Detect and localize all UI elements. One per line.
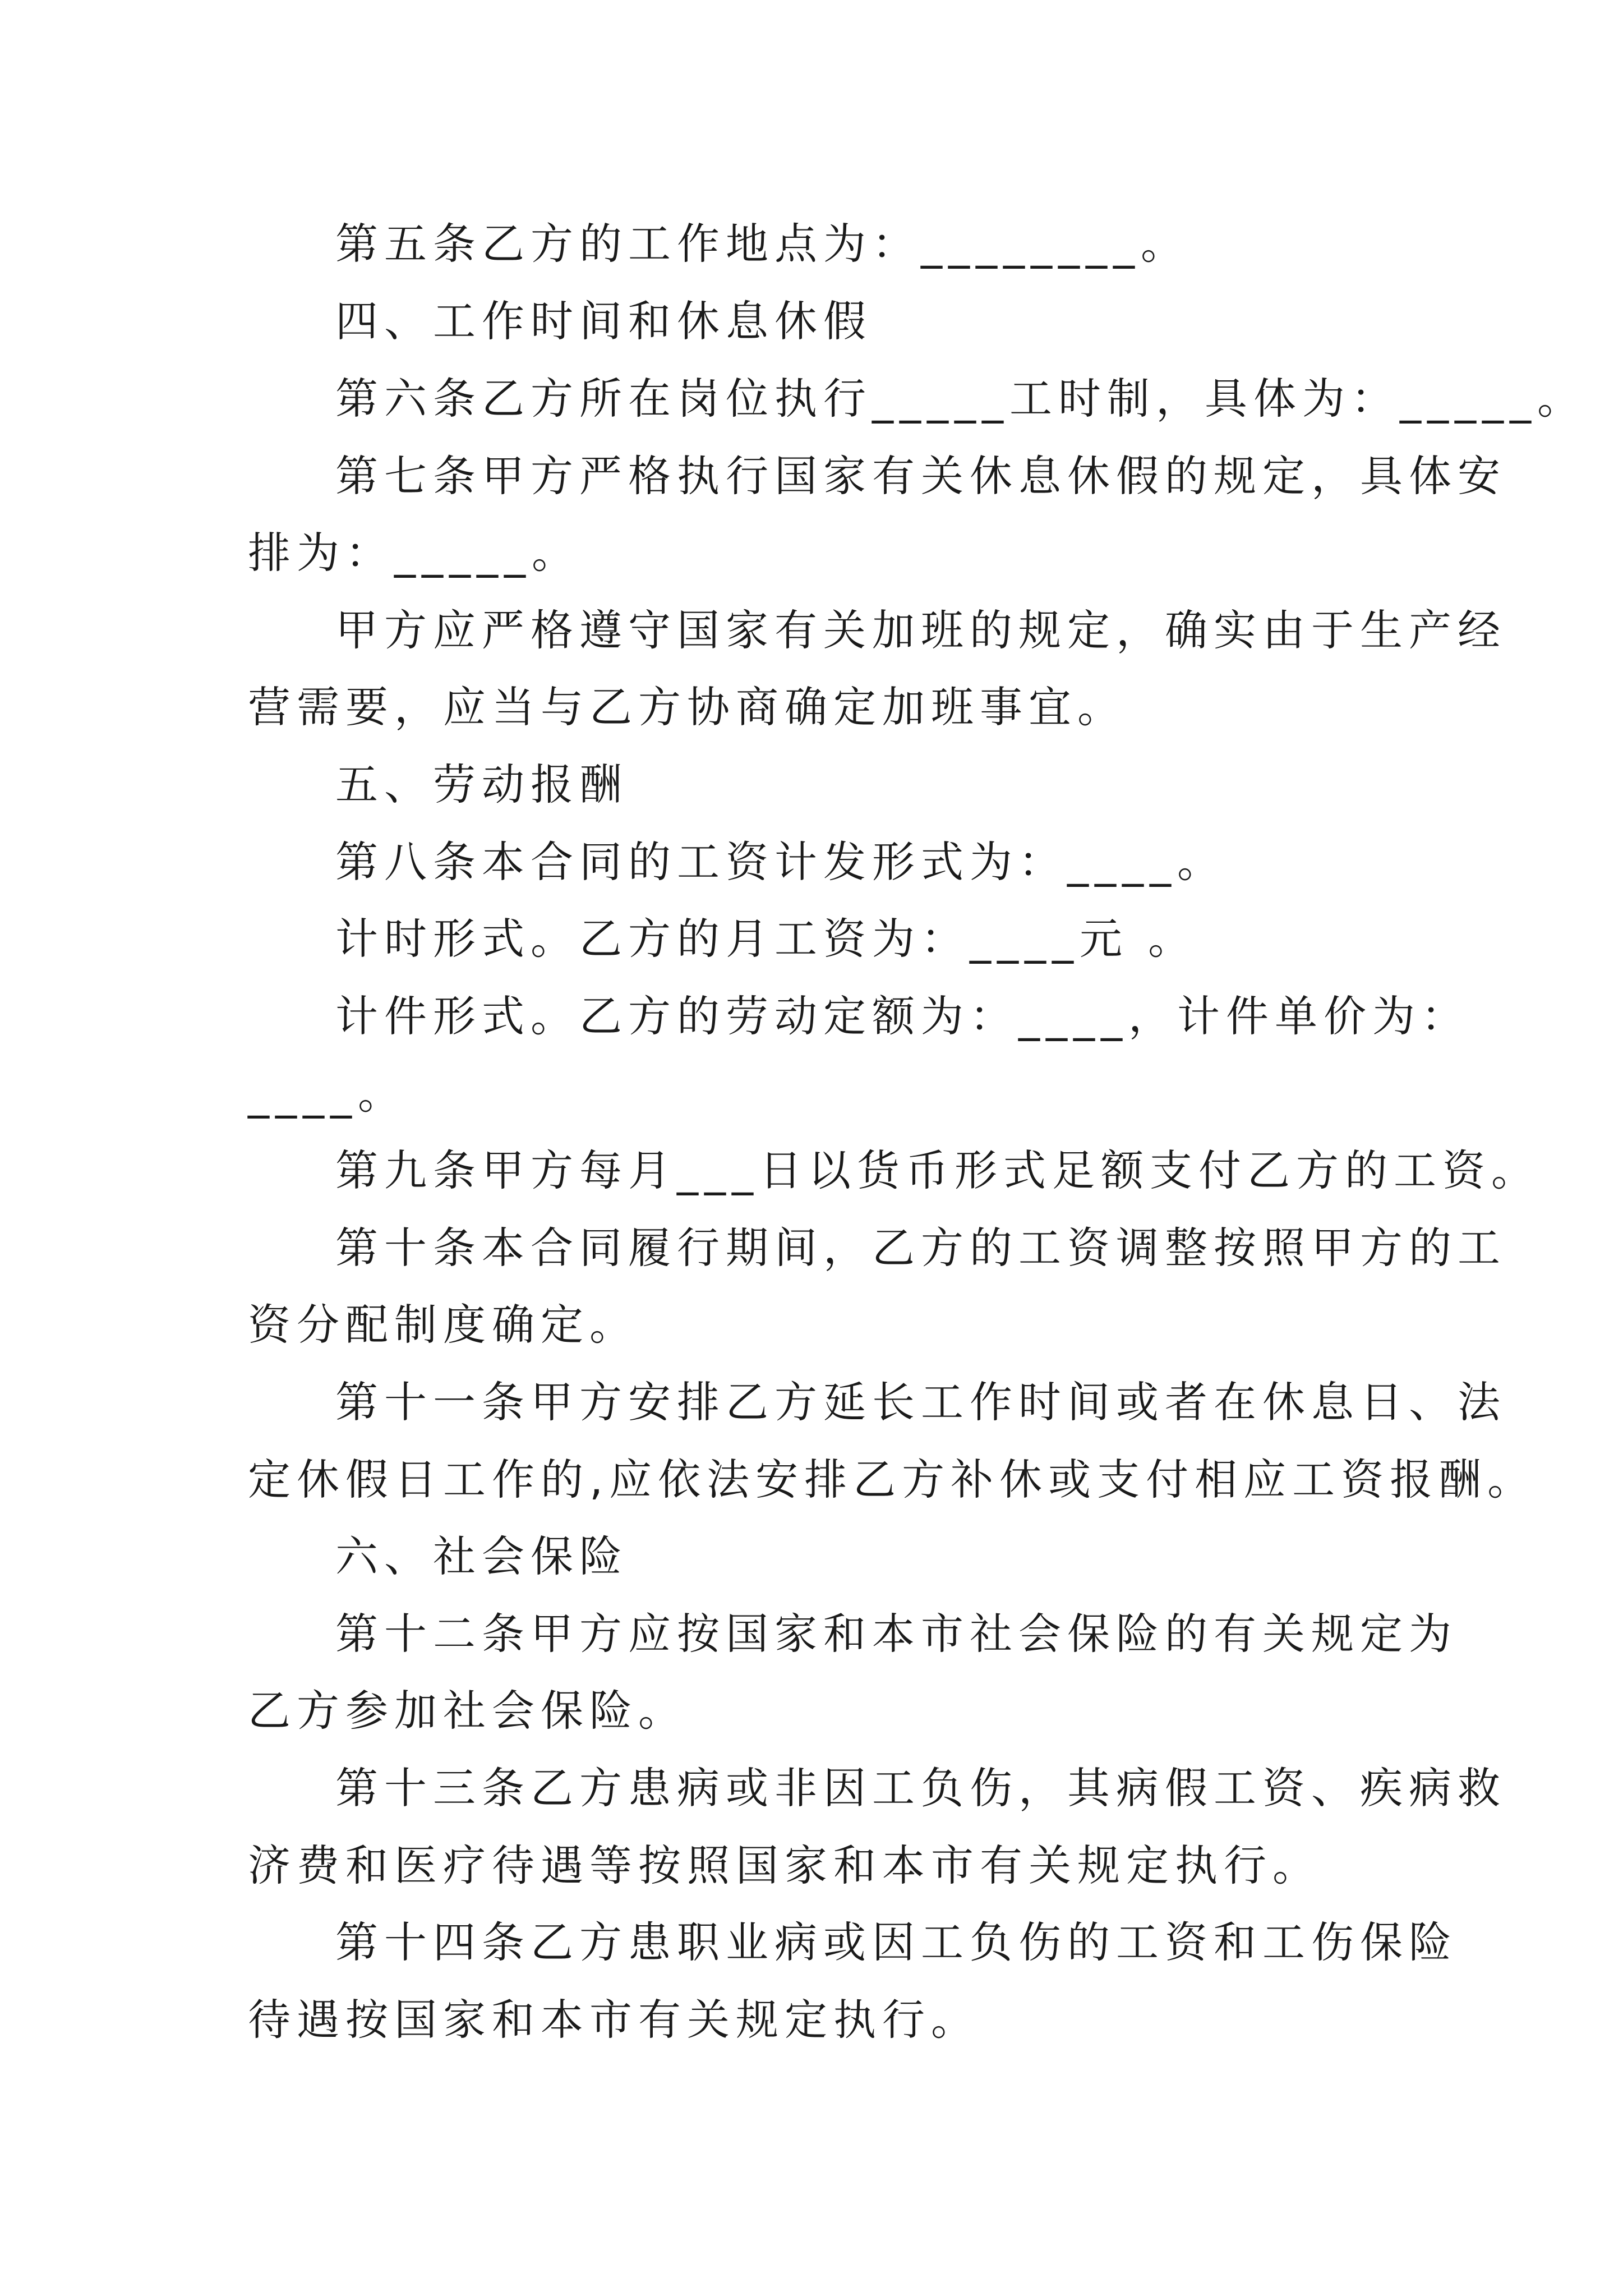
text-line: 第十二条甲方应按国家和本市社会保险的有关规定为	[335, 1609, 1458, 1659]
text-line: 第五条乙方的工作地点为：________。	[335, 219, 1189, 269]
text-line: 第十条本合同履行期间，乙方的工资调整按照甲方的工	[335, 1223, 1506, 1273]
section-heading: 六、社会保险	[335, 1531, 628, 1581]
text-line: 甲方应严格遵守国家有关加班的规定，确实由于生产经	[335, 605, 1506, 655]
text-line: 排为：_____。	[248, 528, 580, 578]
text-line: 第六条乙方所在岗位执行_____工时制，具体为：_____。	[335, 374, 1586, 424]
text-line: ____。	[248, 1069, 407, 1119]
text-line: 待遇按国家和本市有关规定执行。	[248, 1995, 980, 2045]
text-line: 资分配制度确定。	[248, 1300, 638, 1350]
text-line: 济费和医疗待遇等按照国家和本市有关规定执行。	[248, 1841, 1321, 1890]
text-line: 第十四条乙方患职业病或因工负伤的工资和工伤保险	[335, 1917, 1458, 1967]
text-line: 计时形式。乙方的月工资为：____元 。	[335, 914, 1197, 964]
text-line: 第七条甲方严格执行国家有关休息休假的规定，具体安	[335, 451, 1506, 501]
text-line: 计件形式。乙方的劳动定额为：____，计件单价为：	[335, 991, 1470, 1041]
section-heading: 四、工作时间和休息休假	[335, 296, 872, 346]
text-line: 第十一条甲方安排乙方延长工作时间或者在休息日、法	[335, 1377, 1506, 1427]
text-line: 定休假日工作的,应依法安排乙方补休或支付相应工资报酬。	[248, 1455, 1537, 1504]
text-line: 营需要，应当与乙方协商确定加班事宜。	[248, 682, 1126, 732]
text-line: 第八条本合同的工资计发形式为：____。	[335, 837, 1226, 887]
text-line: 乙方参加社会保险。	[248, 1686, 687, 1736]
text-line: 第十三条乙方患病或非因工负伤，其病假工资、疾病救	[335, 1763, 1506, 1813]
text-line: 第九条甲方每月___日以货币形式足额支付乙方的工资。	[335, 1145, 1540, 1195]
section-heading: 五、劳动报酬	[335, 760, 628, 809]
